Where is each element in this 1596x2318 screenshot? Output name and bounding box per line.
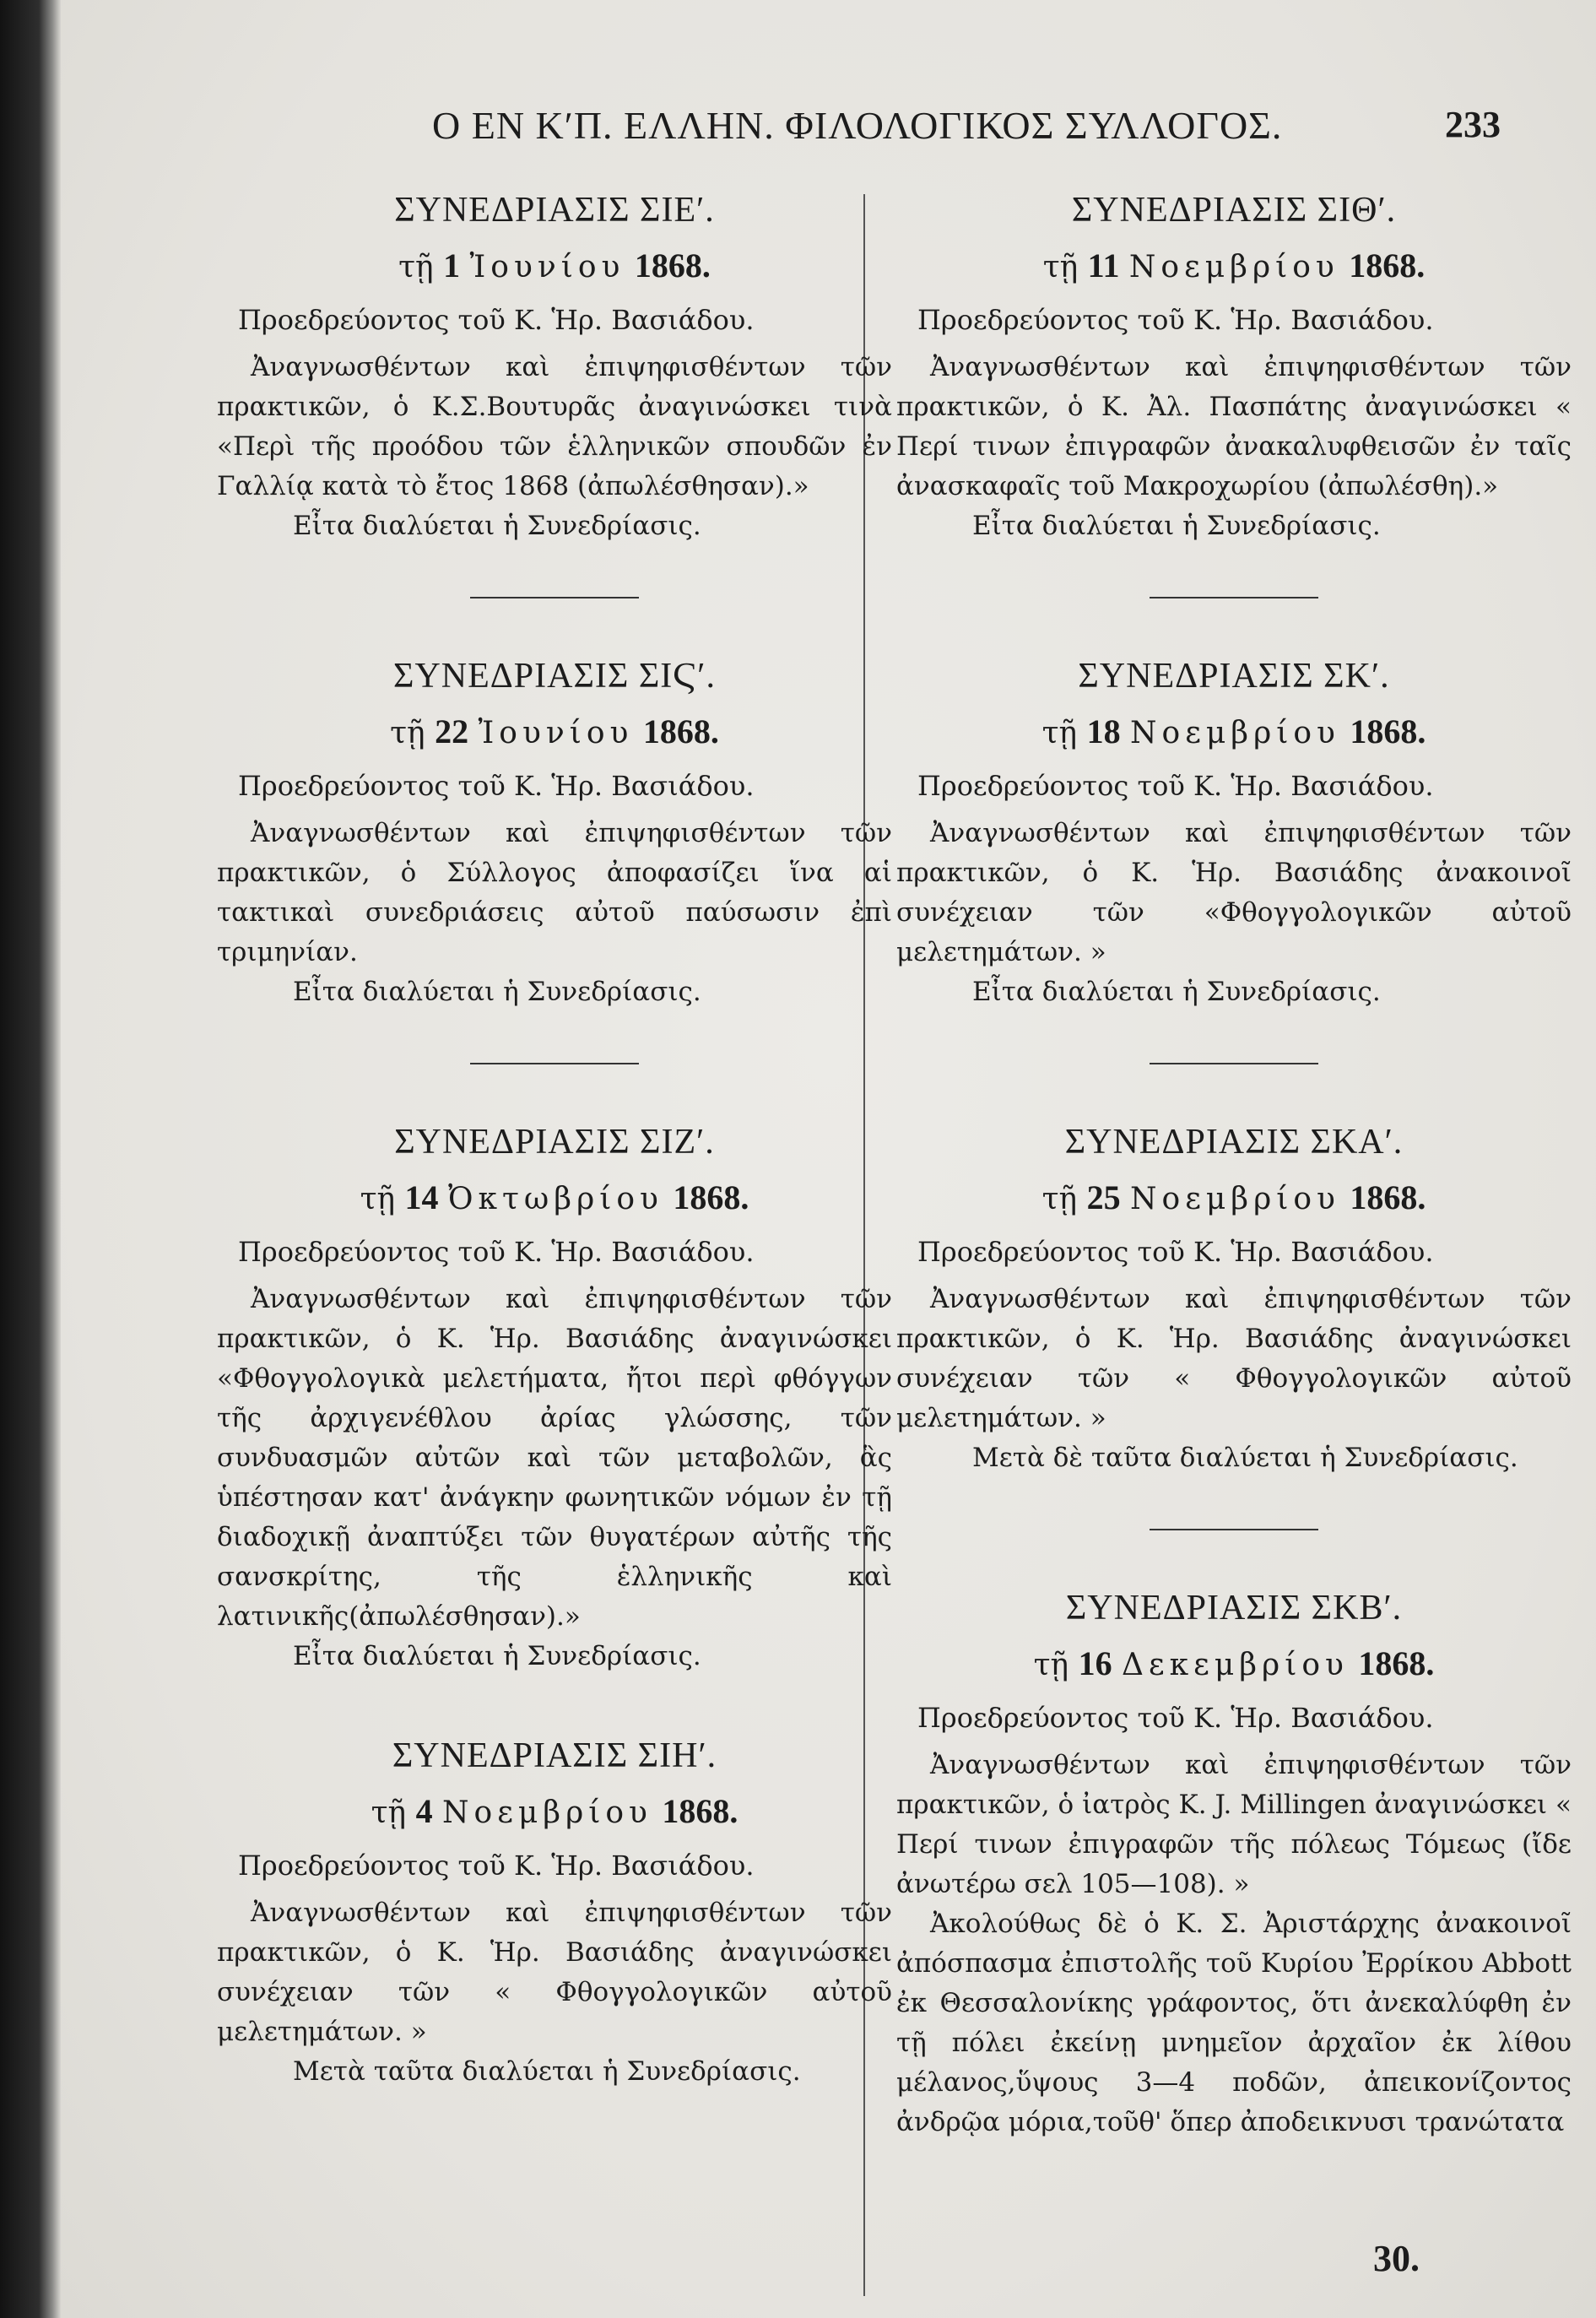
right-column (896, 190, 1572, 2142)
presidency-line: Προεδρεύοντος τοῦ Κ. Ἡρ. Βασιάδου. (917, 770, 1434, 802)
session-date (217, 1178, 892, 1217)
session-date (896, 246, 1572, 285)
presidency-line: Προεδρεύοντος τοῦ Κ. Ἡρ. Βασιάδου. (238, 1236, 755, 1268)
session-closing: Εἶτα διαλύεται ἡ Συνεδρίασις. (293, 977, 701, 1007)
date-year: 1868. (1350, 1178, 1426, 1216)
session-221 (896, 1122, 1572, 1478)
session-date (896, 1178, 1572, 1217)
session-body: Ἀναγνωσθέντων καὶ ἐπιψηφισθέντων τῶν πρακτικῶν, ὁ Κ. Ἡρ. Βασιάδης ἀνακοινοῖ συνέχειαν τῶν «Φθογγολογικῶν αὐτοῦ μελετημάτων. » (896, 818, 1572, 967)
session-closing: Εἶτα διαλύεται ἡ Συνεδρίασις. (972, 511, 1381, 541)
book-page (61, 0, 1596, 2318)
section-separator (1150, 1529, 1318, 1530)
session-closing: Εἶτα διαλύεται ἡ Συνεδρίασις. (972, 977, 1381, 1007)
left-column (217, 190, 892, 2092)
date-year: 1868. (1350, 712, 1426, 750)
session-body: Ἀναγνωσθέντων καὶ ἐπιψηφισθέντων τῶν πρακτικῶν, ὁ Σύλλογος ἀποφασίζει ἵνα αἱ τακτικαὶ συνεδριάσεις αὐτοῦ παύσωσιν ἐπὶ τριμηνίαν. (217, 818, 892, 967)
date-day: 4 (415, 1792, 433, 1830)
session-body: Ἀναγνωσθέντων καὶ ἐπιψηφισθέντων τῶν πρακτικῶν, ὁ Κ. Ἀλ. Πασπάτης ἀναγινώσκει « Περί τινων ἐπιγραφῶν ἀνακαλυφθεισῶν ἐν ταῖς ἀνασκαφαῖς τοῦ Μακροχωρίου (ἀπωλέσθη).» (896, 352, 1572, 501)
date-day: 14 (404, 1178, 439, 1216)
section-separator (1150, 1063, 1318, 1064)
presidency-line: Προεδρεύοντος τοῦ Κ. Ἡρ. Βασιάδου. (917, 1236, 1434, 1268)
date-year: 1868. (662, 1792, 738, 1830)
session-date (896, 1644, 1572, 1683)
page-number: 233 (1445, 104, 1501, 145)
date-month: Ἰουνίου (469, 250, 625, 284)
session-closing: Μετὰ ταῦτα διαλύεται ἡ Συνεδρίασις. (293, 2056, 801, 2087)
date-day: 22 (435, 712, 469, 750)
date-year: 1868. (634, 246, 711, 284)
date-prefix: τῇ (1041, 716, 1078, 750)
session-body: Ἀναγνωσθέντων καὶ ἐπιψηφισθέντων τῶν πρακτικῶν, ὁ Κ. Ἡρ. Βασιάδης ἀναγινώσκει συνέχειαν τῶν « Φθογγολογικῶν αὐτοῦ μελετημάτων. » (217, 1898, 892, 2047)
date-prefix: τῇ (1041, 1182, 1078, 1216)
date-year: 1868. (673, 1178, 749, 1216)
presidency-line: Προεδρεύοντος τοῦ Κ. Ἡρ. Βασιάδου. (238, 770, 755, 802)
session-date (217, 712, 892, 751)
session-title: ΣΥΝΕΔΡΙΑΣΙΣ ΣΚʹ. (1078, 657, 1390, 696)
date-month: Νοεμβρίου (1130, 716, 1340, 750)
session-body: Ἀναγνωσθέντων καὶ ἐπιψηφισθέντων τῶν πρακτικῶν, ὁ Κ.Σ.Βουτυρᾶς ἀναγινώσκει τινὰ «Περὶ τῆς προόδου τῶν ἑλληνικῶν σπουδῶν ἐν Γαλλίᾳ κατὰ τὸ ἔτος 1868 (ἀπωλέσθησαν).» (217, 352, 892, 501)
date-day: 18 (1086, 712, 1121, 750)
session-220 (896, 656, 1572, 1012)
date-month: Νοεμβρίου (1128, 250, 1339, 284)
date-year: 1868. (642, 712, 719, 750)
session-218 (217, 1736, 892, 2092)
session-closing: Εἶτα διαλύεται ἡ Συνεδρίασις. (293, 1641, 701, 1671)
book-binding-shadow (0, 0, 61, 2318)
date-month: Νοεμβρίου (1130, 1182, 1340, 1216)
date-month: Νοεμβρίου (442, 1795, 652, 1830)
presidency-line: Προεδρεύοντος τοῦ Κ. Ἡρ. Βασιάδου. (238, 304, 755, 336)
session-title: ΣΥΝΕΔΡΙΑΣΙΣ ΣΙΗʹ. (392, 1736, 717, 1775)
session-219 (896, 190, 1572, 546)
running-header: Ο ΕΝ ΚʹΠ. ΕΛΛΗΝ. ΦΙΛΟΛΟΓΙΚΟΣ ΣΥΛΛΟΓΟΣ. (432, 104, 1283, 147)
session-closing: Μετὰ δὲ ταῦτα διαλύεται ἡ Συνεδρίασις. (972, 1443, 1518, 1473)
session-215 (217, 190, 892, 546)
date-year: 1868. (1349, 246, 1426, 284)
session-title: ΣΥΝΕΔΡΙΑΣΙΣ ΣΙϚʹ. (393, 657, 716, 696)
presidency-line: Προεδρεύοντος τοῦ Κ. Ἡρ. Βασιάδου. (238, 1850, 755, 1882)
session-body: Ἀναγνωσθέντων καὶ ἐπιψηφισθέντων τῶν πρακτικῶν, ὁ Κ. Ἡρ. Βασιάδης ἀναγινώσκει συνέχειαν τῶν « Φθογγολογικῶν αὐτοῦ μελετημάτων. » (896, 1284, 1572, 1433)
session-date (217, 1791, 892, 1831)
date-year: 1868. (1358, 1644, 1435, 1682)
presidency-line: Προεδρεύοντος τοῦ Κ. Ἡρ. Βασιάδου. (917, 1702, 1434, 1734)
session-closing: Εἶτα διαλύεται ἡ Συνεδρίασις. (293, 511, 701, 541)
session-title: ΣΥΝΕΔΡΙΑΣΙΣ ΣΚΑʹ. (1064, 1123, 1404, 1162)
date-prefix: τῇ (1033, 1648, 1069, 1682)
presidency-line: Προεδρεύοντος τοῦ Κ. Ἡρ. Βασιάδου. (917, 304, 1434, 336)
session-title: ΣΥΝΕΔΡΙΑΣΙΣ ΣΚΒʹ. (1065, 1589, 1403, 1627)
session-body: Ἀναγνωσθέντων καὶ ἐπιψηφισθέντων τῶν πρακτικῶν, ὁ Κ. Ἡρ. Βασιάδης ἀναγινώσκει «Φθογγολογικὰ μελετήματα, ἤτοι περὶ φθόγγων τῆς ἀρχιγενέθλου ἀρίας γλώσσης, τῶν συνδυασμῶν αὐτῶν καὶ τῶν μεταβολῶν, ἃς ὑπέστησαν κατ' ἀνάγκην φωνητικῶν νόμων ἐν τῇ διαδοχικῇ ἀναπτύξει τῶν θυγατέρων αὐτῆς τῆς σανσκρίτης, τῆς ἑλληνικῆς καὶ λατινικῆς(ἀπωλέσθησαν).» (217, 1284, 892, 1632)
date-prefix: τῇ (360, 1182, 396, 1216)
date-day: 11 (1087, 246, 1120, 284)
section-separator (470, 1063, 639, 1064)
date-prefix: τῇ (1042, 250, 1079, 284)
date-day: 25 (1086, 1178, 1121, 1216)
session-title: ΣΥΝΕΔΡΙΑΣΙΣ ΣΙΖʹ. (394, 1123, 715, 1162)
date-month: Δεκεμβρίου (1122, 1648, 1349, 1682)
date-prefix: τῇ (390, 716, 425, 750)
session-title: ΣΥΝΕΔΡΙΑΣΙΣ ΣΙΘʹ. (1071, 191, 1397, 230)
session-title: ΣΥΝΕΔΡΙΑΣΙΣ ΣΙΕʹ. (394, 191, 715, 230)
date-day: 16 (1078, 1644, 1112, 1682)
session-date (896, 712, 1572, 751)
section-separator (470, 597, 639, 598)
session-body: Ἀναγνωσθέντων καὶ ἐπιψηφισθέντων τῶν πρακτικῶν, ὁ ἰατρὸς Κ. J. Millingen ἀναγινώσκει « Περί τινων ἐπιγραφῶν τῆς πόλεως Τόμεως (ἴδε ἀνωτέρω σελ 105—108). » (896, 1750, 1572, 1899)
session-217 (217, 1122, 892, 1676)
session-216 (217, 656, 892, 1012)
session-222 (896, 1588, 1572, 2142)
session-date (217, 246, 892, 285)
section-separator (1150, 597, 1318, 598)
date-month: Ὀκτωβρίου (448, 1182, 663, 1216)
date-prefix: τῇ (398, 250, 434, 284)
date-month: Ἰουνίου (478, 716, 634, 750)
date-day: 1 (443, 246, 461, 284)
date-prefix: τῇ (371, 1795, 407, 1830)
session-body-continued: Ἀκολούθως δὲ ὁ Κ. Σ. Ἀριστάρχης ἀνακοινοῖ ἀπόσπασμα ἐπιστολῆς τοῦ Κυρίου Ἐρρίκου Abbott ἐκ Θεσσαλονίκης γράφοντος, ὅτι ἀνεκαλύφθη ἐν τῇ πόλει ἐκείνῃ μνημεῖον ἀρχαῖον ἐκ λίθου μέλανος,ὕψους 3—4 ποδῶν, ἀπεικονίζοντος ἀνδρῷα μόρια,τοῦθ' ὅπερ ἀποδεικνυσι τρανώτατα (896, 1909, 1572, 2137)
signature-mark: 30. (1373, 2238, 1420, 2279)
